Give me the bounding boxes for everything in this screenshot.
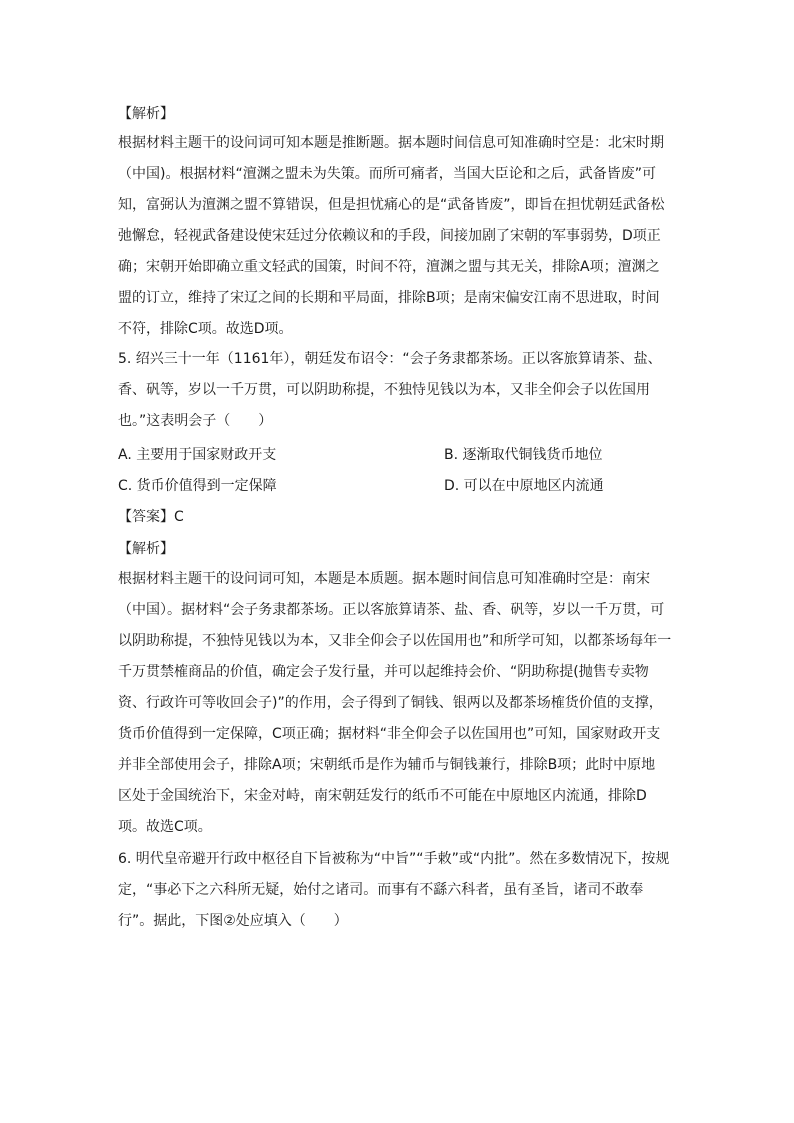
answer-line: 【答案】C [118,509,184,525]
text-line: 不符，排除C项。故选D项。 [118,321,293,337]
option-d: D. 可以在中原地区内流通 [444,478,604,494]
question-5-stem [118,344,678,437]
text-line: 并非全部使用会子，排除A项；宋朝纸币是作为辅币与铜钱兼行，排除B项；此时中原地 [118,757,656,773]
text-line: 资、行政许可等收回会子)”的作用，会子得到了铜钱、银两以及都茶场榷货价值的支撑， [118,695,663,711]
analysis-heading-2: 【解析】 [118,541,174,557]
text-line: 以阴助称提，不独恃见钱以为本，又非全仰会子以佐国用也”和所学可知，以都茶场每年一 [118,633,672,649]
text-line: 确；宋朝开始即确立重文轻武的国策，时间不符，澶渊之盟与其无关，排除A项；澶渊之 [118,259,660,275]
option-c: C. 货币价值得到一定保障 [118,478,277,494]
option-a: A. 主要用于国家财政开支 [118,447,277,463]
option-b: B. 逐渐取代铜钱货币地位 [444,447,603,463]
analysis-body-2 [118,564,678,843]
text-line: 行”。据此，下图②处应填入（ ） [118,913,348,929]
text-line: 知，富弼认为澶渊之盟不算错误，但是担忧痛心的是“武备皆废”，即旨在担忧朝廷武备松 [118,197,665,213]
text-line: 根据材料主题干的设问词可知，本题是本质题。据本题时间信息可知准确时空是：南宋 [118,571,650,587]
text-line: （中国)。根据材料“澶渊之盟未为失策。而所可痛者，当国大臣论和之后，武备皆废”可 [118,166,656,182]
text-line: 盟的订立，维持了宋辽之间的长期和平局面，排除B项；是南宋偏安江南不思进取，时间 [118,290,660,306]
analysis-body-1 [118,128,678,345]
text-line: （中国）。据材料“会子务隶都茶场。正以客旅算请茶、盐、香、矾等，岁以一千万贯，可 [118,602,665,618]
text-line: 也。”这表明会子（ ） [118,413,273,429]
text-line: 区处于金国统治下，宋金对峙，南宋朝廷发行的纸币不可能在中原地区内流通，排除D [118,788,647,804]
text-line: 根据材料主题干的设问词可知本题是推断题。据本题时间信息可知准确时空是：北宋时期 [118,135,664,151]
text-line: 6. 明代皇帝避开行政中枢径自下旨被称为“中旨”“手敕”或“内批”。然在多数情况下，按规 [118,851,670,867]
text-line: 货币价值得到一定保障，C项正确；据材料“非全仰会子以佐国用也”可知，国家财政开支 [118,726,661,742]
analysis-heading-1: 【解析】 [118,106,174,122]
text-line: 定，“事必下之六科所无疑，始付之诸司。而事有不繇六科者，虽有圣旨，诸司不敢奉 [118,882,644,898]
text-line: 5. 绍兴三十一年（1161年），朝廷发布诏令：“会子务隶都茶场。正以客旅算请茶、盐、 [118,351,662,367]
text-line: 千万贯禁榷商品的价值，确定会子发行量，并可以起维持会价、“阴助称提(抛售专卖物 [118,664,649,680]
question-6-stem [118,844,678,937]
text-line: 项。故选C项。 [118,819,212,835]
text-line: 弛懈怠，轻视武备建设使宋廷过分依赖议和的手段，间接加剧了宋朝的军事弱势，D项正 [118,228,661,244]
text-line: 香、矾等，岁以一千万贯，可以阴助称提，不独恃见钱以为本，又非全仰会子以佐国用 [118,382,650,398]
